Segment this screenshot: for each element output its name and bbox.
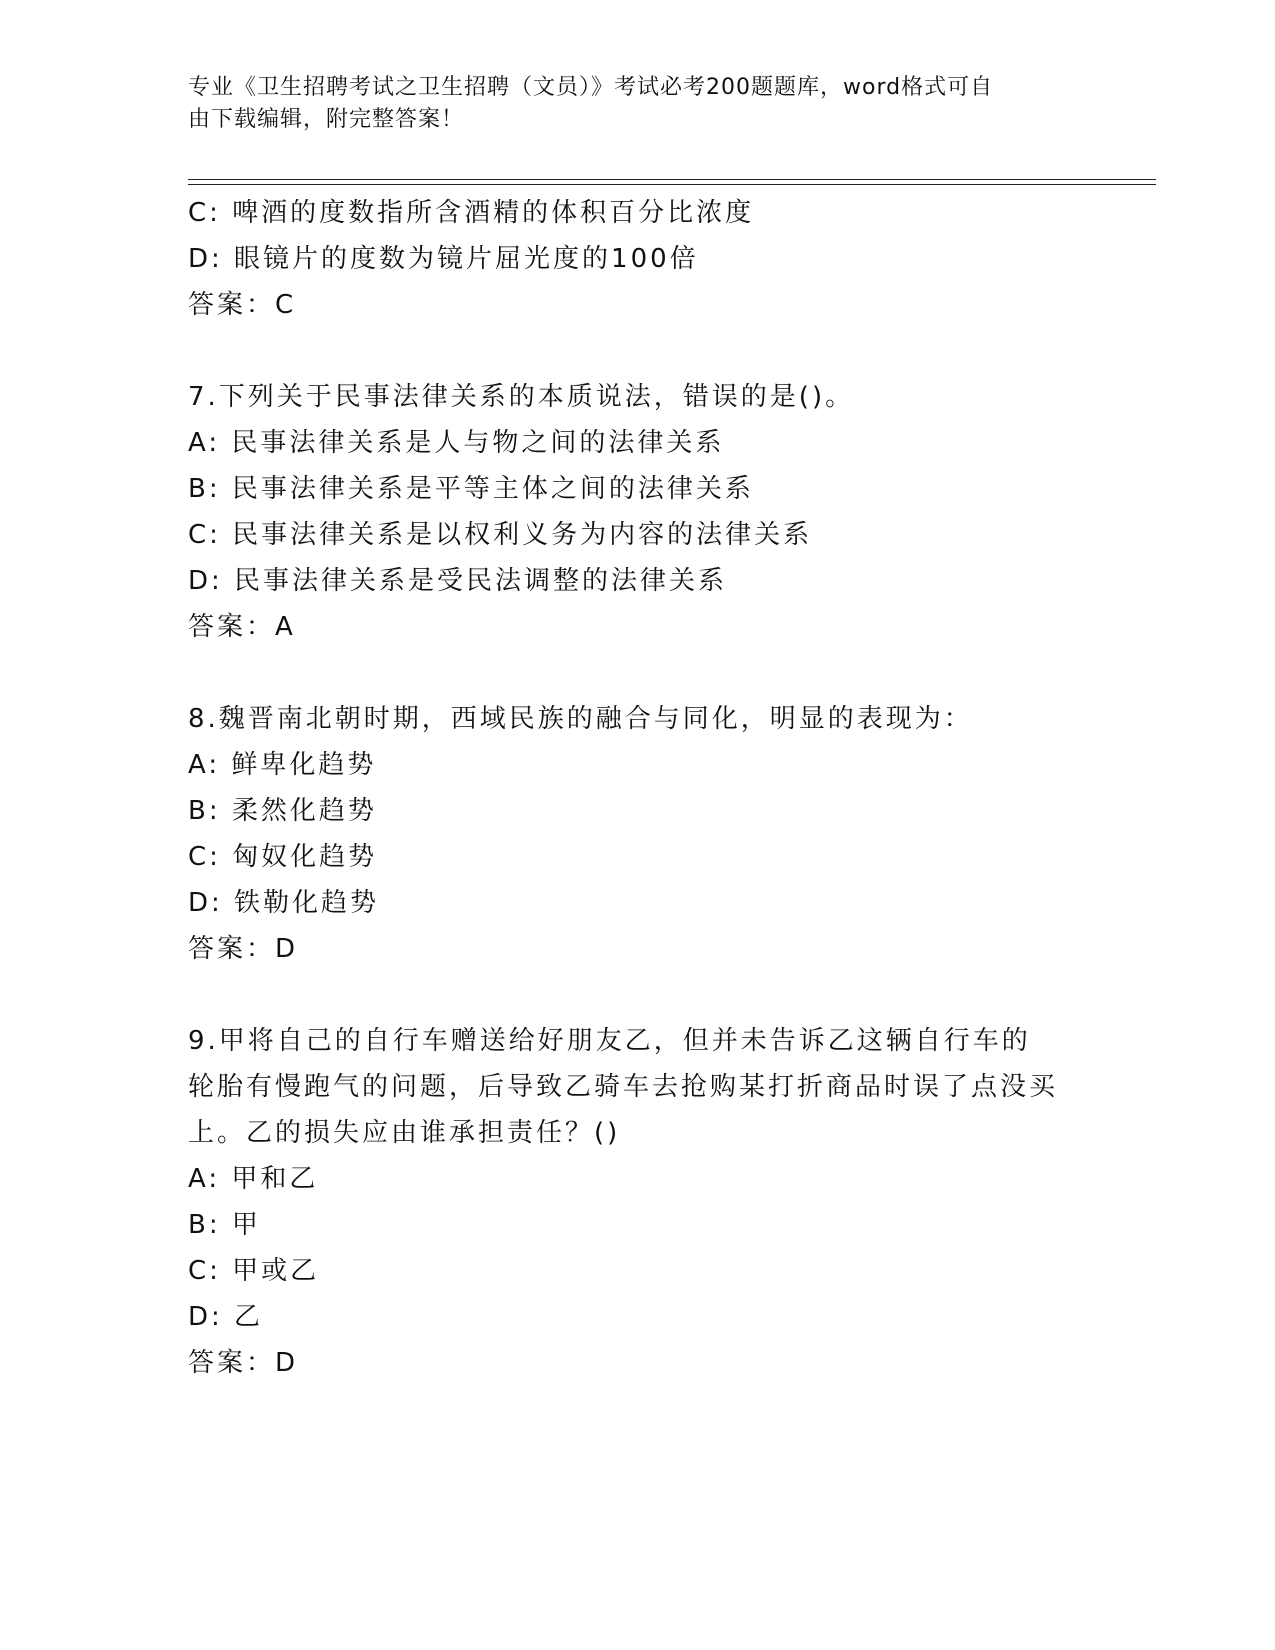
option-d: D: 铁勒化趋势 <box>188 888 380 918</box>
header-divider-top <box>188 179 1156 180</box>
option-b: B: 柔然化趋势 <box>188 796 377 826</box>
option-d: D: 民事法律关系是受民法调整的法律关系 <box>188 566 728 596</box>
answer: 答案：D <box>188 1348 299 1378</box>
option-c: C: 啤酒的度数指所含酒精的体积百分比浓度 <box>188 198 755 228</box>
answer: 答案：D <box>188 934 299 964</box>
option-a: A: 民事法律关系是人与物之间的法律关系 <box>188 428 725 458</box>
header-line-1: 专业《卫生招聘考试之卫生招聘（文员）》考试必考200题题库，word格式可自 <box>188 75 994 100</box>
question-9 <box>188 1018 1088 1386</box>
option-a: A: 鲜卑化趋势 <box>188 750 377 780</box>
header-divider-bottom <box>188 184 1156 185</box>
question-7 <box>188 374 1088 650</box>
question-stem: 7.下列关于民事法律关系的本质说法，错误的是()。 <box>188 382 855 412</box>
question-stem: 9.甲将自己的自行车赠送给好朋友乙，但并未告诉乙这辆自行车的轮胎有慢跑气的问题，后导致乙骑车去抢购某打折商品时误了点没买上。乙的损失应由谁承担责任？() <box>188 1026 1059 1148</box>
option-c: C: 甲或乙 <box>188 1256 320 1286</box>
header-line-2: 由下载编辑，附完整答案！ <box>188 107 465 132</box>
option-c: C: 匈奴化趋势 <box>188 842 378 872</box>
question-fragment <box>188 190 1088 328</box>
question-stem: 8.魏晋南北朝时期，西域民族的融合与同化，明显的表现为： <box>188 704 973 734</box>
document-body <box>188 190 1088 1386</box>
option-d: D: 乙 <box>188 1302 264 1332</box>
answer: 答案：A <box>188 612 296 642</box>
option-b: B: 甲 <box>188 1210 261 1240</box>
option-b: B: 民事法律关系是平等主体之间的法律关系 <box>188 474 754 504</box>
question-8 <box>188 696 1088 972</box>
option-d: D: 眼镜片的度数为镜片屈光度的100倍 <box>188 244 699 274</box>
document-header <box>188 72 1068 136</box>
option-c: C: 民事法律关系是以权利义务为内容的法律关系 <box>188 520 813 550</box>
answer: 答案：C <box>188 290 297 320</box>
option-a: A: 甲和乙 <box>188 1164 319 1194</box>
